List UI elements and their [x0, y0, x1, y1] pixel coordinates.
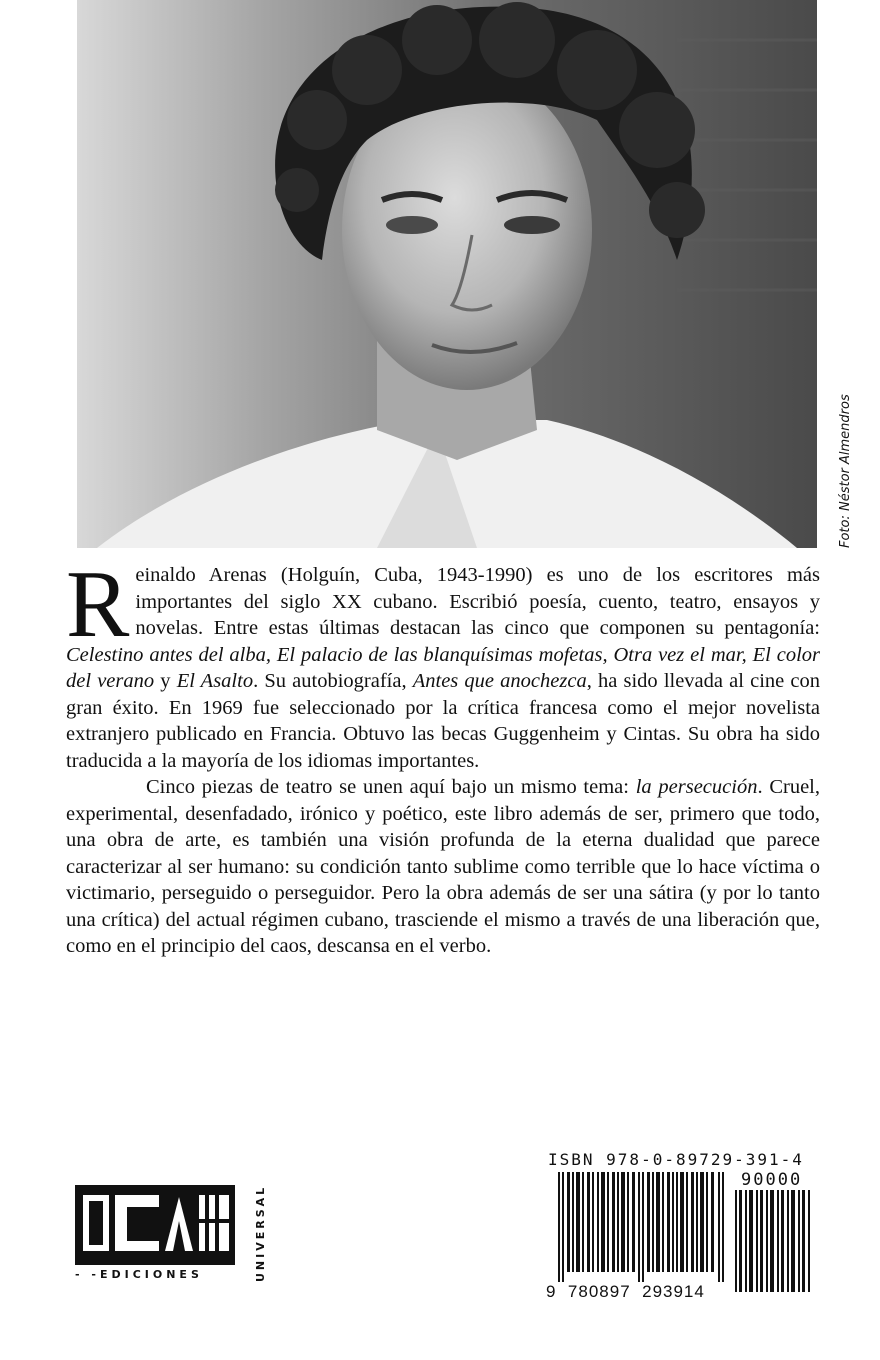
- publisher-logo: [75, 1185, 250, 1275]
- isbn-label: ISBN 978-0-89729-391-4: [548, 1150, 804, 1169]
- publisher-name: - -EDICIONES: [75, 1268, 203, 1281]
- price-addon-barcode: [735, 1190, 813, 1292]
- blurb-paragraph-1: Reinaldo Arenas (Holguín, Cuba, 1943-1990) es uno de los escritores más importantes del siglo XX cubano. Escribió poesía, cuento, teatro, ensayos y novelas. Entre estas últimas destacan las cinco que componen su pentagonía: Celestino antes del alba, El palacio de las blanquísimas mofetas, Otra vez el mar, El color del verano y El Asalto. Su autobiografía, Antes que anochezca, ha sido llevada al cine con gran éxito. En 1969 fue seleccionado por la crítica francesa como el mejor novelista extranjero publicado en Francia. Obtuvo las becas Guggenheim y Cintas. Su obra ha sido traducida a la mayoría de los idiomas importantes.: [66, 551, 820, 772]
- price-code: 90000: [741, 1170, 803, 1190]
- back-cover-blurb: [66, 551, 820, 960]
- author-portrait-image: [77, 0, 817, 548]
- author-photo: [77, 0, 817, 548]
- drop-cap: R: [66, 551, 130, 657]
- blurb-paragraph-2: Cinco piezas de teatro se unen aquí bajo un mismo tema: la persecución. Cruel, experimental, desenfadado, irónico y poético, este libro además de ser, primero que todo, una obra de arte, es también una visión profunda de la eterna dualidad que parece caracterizar al ser humano: su condición tanto sublime como terrible que lo hace víctima o victimario, perseguido o perseguidor. Pero la obra además de ser una sátira (y por lo tanto una crítica) del actual régimen cubano, trasciende el mismo a través de una liberación que, como en el principio del caos, descansa en el verbo.: [66, 776, 820, 957]
- ean-barcode: [558, 1172, 730, 1282]
- publisher-name-vertical: UNIVERSAL: [254, 1184, 267, 1282]
- barcode-number: 9 780897 293914: [546, 1282, 705, 1301]
- photo-credit: Foto: Néstor Almendros: [838, 394, 853, 548]
